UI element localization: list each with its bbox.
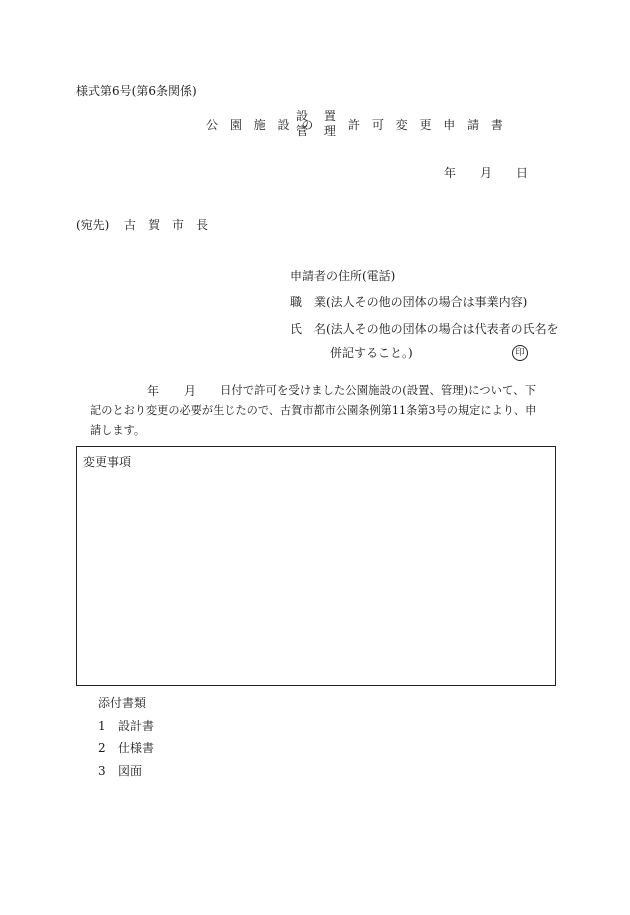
attachment-number: 1 [98,719,106,733]
title-option-kanri: 管 理 [296,124,342,138]
title-option-stack [296,110,342,137]
seal-mark-icon: 印 [512,345,528,361]
applicant-occupation-label: 職 業(法人その他の団体の場合は事業内容) [290,295,528,309]
attachment-label: 仕様書 [118,741,155,755]
applicant-name-label-cont: 併記すること。) [330,346,413,360]
title-suffix: 許 可 変 更 申 請 書 [348,118,507,132]
body-line3-text: 請します。 [90,424,146,437]
attachment-number: 3 [98,764,106,778]
attachment-label: 図面 [118,764,143,778]
title-prefix: 公 園 施 設 の [206,118,318,132]
applicant-name-label: 氏 名(法人その他の団体の場合は代表者の氏名を [290,322,559,336]
form-number: 様式第6号(第6条関係) [76,84,197,98]
date-month-label: 月 [480,166,493,180]
date-year-label: 年 [444,166,457,180]
body-line2-text: 記のとおり変更の必要が生じたので、古賀市都市公園条例第11条第3号の規定により、申 [90,404,537,417]
addressee-name: 古 賀 市 長 [124,218,209,232]
addressee-prefix: (宛先) [76,218,110,232]
attachment-number: 2 [98,741,106,755]
body-year-label: 年 [147,384,160,398]
title-option-setchi: 設 置 [296,109,342,123]
applicant-address-label: 申請者の住所(電話) [290,269,396,283]
date-day-label: 日 [516,166,529,180]
change-details-label: 変更事項 [83,455,132,469]
attachment-label: 設計書 [118,719,155,733]
body-month-label: 月 [184,384,197,398]
body-line1-text: 日付で許可を受けました公園施設の(設置、管理)について、下 [220,383,536,397]
attachments-heading: 添付書類 [98,696,147,710]
change-details-box [76,446,556,686]
